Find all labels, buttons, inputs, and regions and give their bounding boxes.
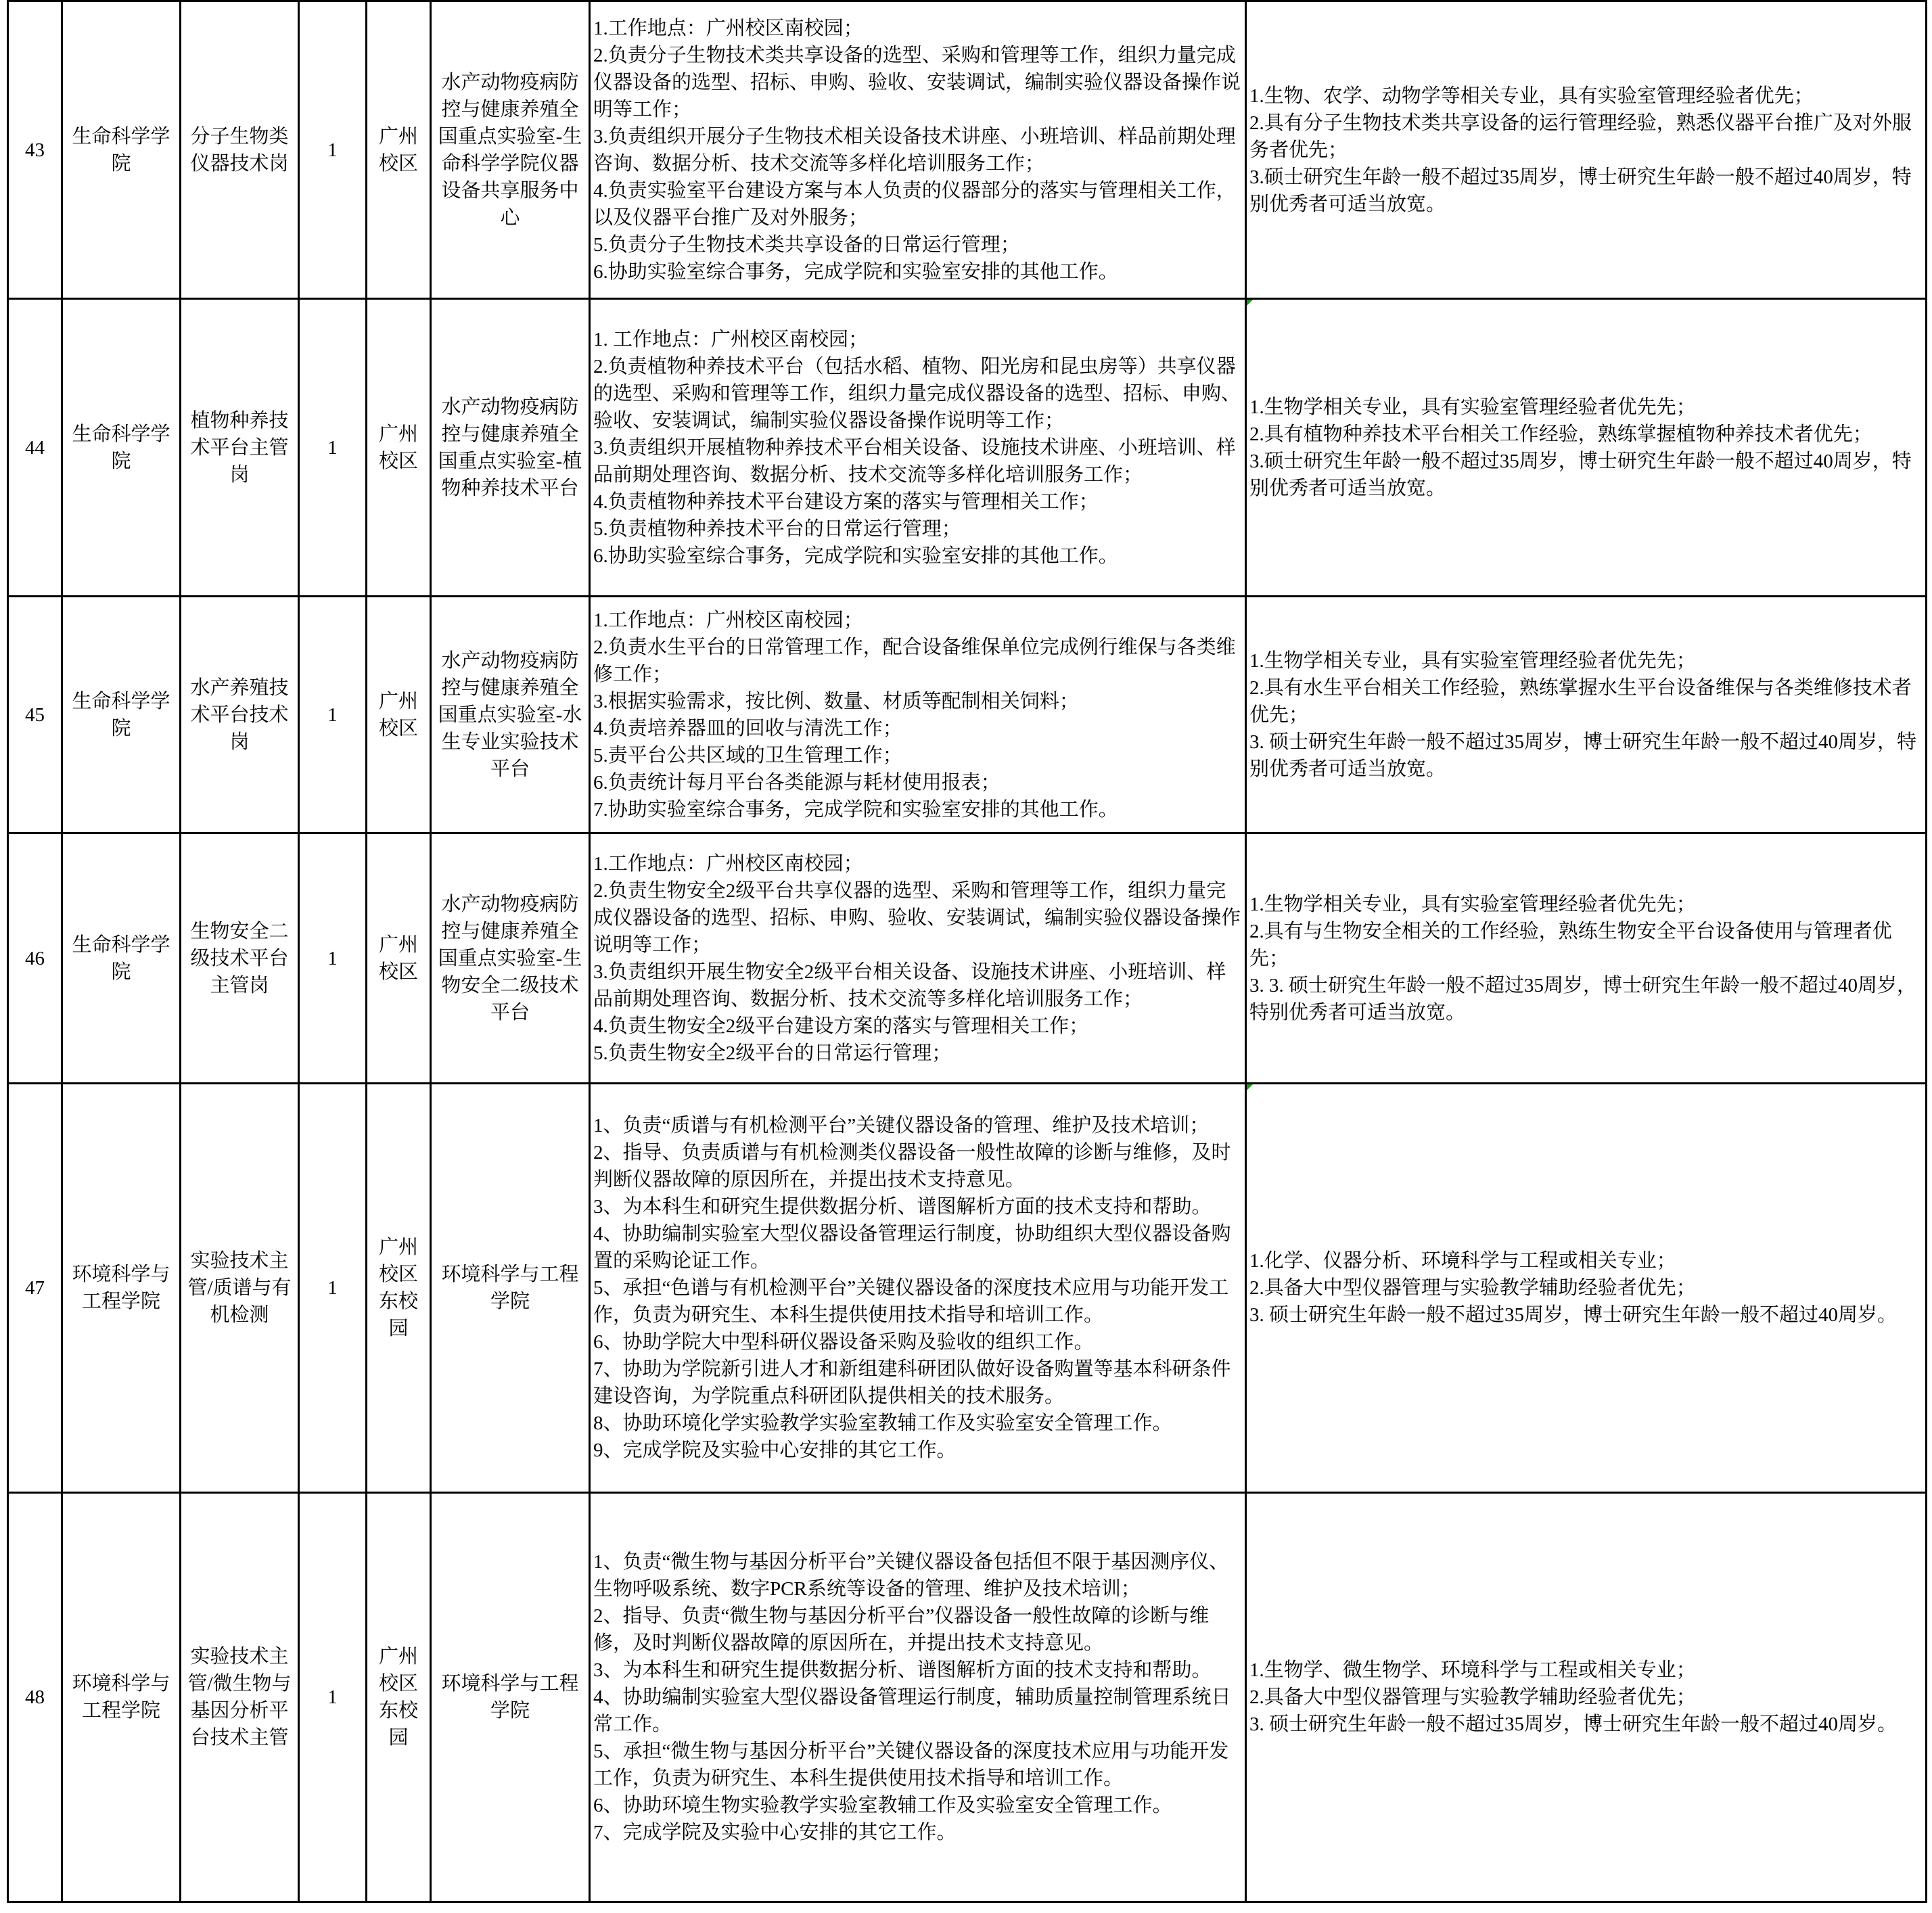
duty-item: 2、指导、负责质谱与有机检测类仪器设备一般性故障的诊断与维修，及时判断仪器故障的原因所在，并提出技术支持意见。 xyxy=(593,1142,1231,1191)
row-number: 43 xyxy=(8,1,62,299)
duties-cell xyxy=(590,1493,1246,1902)
duty-item: 4、协助编制实验室大型仪器设备管理运行制度，辅助质量控制管理系统日常工作。 xyxy=(593,1686,1231,1735)
campus: 广州校区东校园 xyxy=(367,1084,431,1493)
department: 水产动物疫病防控与健康养殖全国重点实验室-植物种养技术平台 xyxy=(431,299,590,597)
headcount: 1 xyxy=(299,1493,367,1902)
duty-item: 1. 工作地点：广州校区南校园； xyxy=(593,328,869,350)
requirements-cell xyxy=(1246,1493,1927,1902)
college-name: 生命科学学院 xyxy=(62,833,181,1084)
table-row xyxy=(8,1084,1927,1493)
duty-item: 5.责平台公共区域的卫生管理工作； xyxy=(593,744,902,766)
position-name: 实验技术主管/质谱与有机检测 xyxy=(181,1084,299,1493)
table-row xyxy=(8,1,1927,299)
duty-item: 3.根据实验需求，按比例、数量、材质等配制相关饲料； xyxy=(593,690,1079,712)
headcount: 1 xyxy=(299,1,367,299)
duty-item: 6.协助实验室综合事务，完成学院和实验室安排的其他工作。 xyxy=(593,545,1118,567)
college-name: 生命科学学院 xyxy=(62,299,181,597)
campus: 广州校区 xyxy=(367,833,431,1084)
requirement-item: 3. 硕士研究生年龄一般不超过35周岁，博士研究生年龄一般不超过40周岁，特别优秀者可适当放宽。 xyxy=(1249,731,1917,780)
requirement-item: 1.生物学相关专业，具有实验室管理经验者优先先； xyxy=(1249,893,1696,915)
duty-item: 3.负责组织开展生物安全2级平台相关设备、设施技术讲座、小班培训、样品前期处理咨询、数据分析、技术交流等多样化培训服务工作； xyxy=(593,961,1226,1010)
position-name: 水产养殖技术平台技术岗 xyxy=(181,597,299,833)
headcount: 1 xyxy=(299,1084,367,1493)
duty-item: 6、协助环境生物实验教学实验室教辅工作及实验室安全管理工作。 xyxy=(593,1795,1172,1816)
college-name: 环境科学与工程学院 xyxy=(62,1084,181,1493)
duty-item: 3、为本科生和研究生提供数据分析、谱图解析方面的技术支持和帮助。 xyxy=(593,1196,1212,1218)
duty-item: 2.负责分子生物技术类共享设备的选型、采购和管理等工作，组织力量完成仪器设备的选型、招标、申购、验收、安装调试，编制实验仪器设备操作说明等工作； xyxy=(593,44,1241,120)
duty-item: 5、承担“微生物与基因分析平台”关键仪器设备的深度技术应用与功能开发工作，负责为研究生、本科生提供使用技术指导和培训工作。 xyxy=(593,1741,1229,1789)
duty-item: 4.负责植物种养技术平台建设方案的落实与管理相关工作； xyxy=(593,490,1099,513)
campus: 广州校区 xyxy=(367,299,431,597)
table-row xyxy=(8,299,1927,597)
duties-cell xyxy=(590,833,1246,1084)
requirement-item: 1.生物、农学、动物学等相关专业，具有实验室管理经验者优先； xyxy=(1249,85,1814,107)
requirements-cell xyxy=(1246,597,1927,833)
row-number: 46 xyxy=(8,833,62,1084)
duty-item: 1.工作地点：广州校区南校园； xyxy=(593,852,863,875)
table-row xyxy=(8,1493,1927,1902)
row-number: 47 xyxy=(8,1084,62,1493)
duties-cell xyxy=(590,1,1246,299)
campus: 广州校区 xyxy=(367,1,431,299)
position-name: 植物种养技术平台主管岗 xyxy=(181,299,299,597)
position-name: 生物安全二级技术平台主管岗 xyxy=(181,833,299,1084)
duty-item: 9、完成学院及实验中心安排的其它工作。 xyxy=(593,1439,957,1461)
duty-item: 5、承担“色谱与有机检测平台”关键仪器设备的深度技术应用与功能开发工作，负责为研究生、本科生提供使用技术指导和培训工作。 xyxy=(593,1277,1229,1326)
cell-comment-marker xyxy=(1247,1084,1253,1090)
duty-item: 2、指导、负责“微生物与基因分析平台”仪器设备一般性故障的诊断与维修，及时判断仪器故障的原因所在，并提出技术支持意见。 xyxy=(593,1605,1210,1654)
requirement-item: 3.硕士研究生年龄一般不超过35周岁，博士研究生年龄一般不超过40周岁，特别优秀者可适当放宽。 xyxy=(1249,450,1912,499)
headcount: 1 xyxy=(299,299,367,597)
duty-item: 4、协助编制实验室大型仪器设备管理运行制度，协助组织大型仪器设备购置的采购论证工作。 xyxy=(593,1223,1231,1272)
requirement-item: 2.具有水生平台相关工作经验，熟练掌握水生平台设备维保与各类维修技术者优先； xyxy=(1249,676,1912,726)
duty-item: 3、为本科生和研究生提供数据分析、谱图解析方面的技术支持和帮助。 xyxy=(593,1659,1212,1681)
duty-item: 6.协助实验室综合事务，完成学院和实验室安排的其他工作。 xyxy=(593,260,1118,283)
duty-item: 1.工作地点：广州校区南校园； xyxy=(593,17,863,39)
department: 水产动物疫病防控与健康养殖全国重点实验室-生物安全二级技术平台 xyxy=(431,833,590,1084)
duties-cell xyxy=(590,1084,1246,1493)
requirements-cell xyxy=(1246,1084,1927,1493)
duty-item: 5.负责生物安全2级平台的日常运行管理； xyxy=(593,1042,952,1064)
duty-item: 5.负责植物种养技术平台的日常运行管理； xyxy=(593,517,961,540)
duty-item: 4.负责培养器皿的回收与清洗工作； xyxy=(593,717,902,739)
duty-item: 1、负责“质谱与有机检测平台”关键仪器设备的管理、维护及技术培训； xyxy=(593,1115,1210,1136)
requirement-item: 2.具有植物种养技术平台相关工作经验，熟练掌握植物种养技术者优先； xyxy=(1249,423,1872,445)
position-name: 实验技术主管/微生物与基因分析平台技术主管 xyxy=(181,1493,299,1902)
duty-item: 1、负责“微生物与基因分析平台”关键仪器设备包括但不限于基因测序仪、生物呼吸系统、数字PCR系统等设备的管理、维护及技术培训； xyxy=(593,1551,1229,1600)
requirement-item: 3. 硕士研究生年龄一般不超过35周岁，博士研究生年龄一般不超过40周岁。 xyxy=(1249,1713,1898,1735)
requirement-item: 1.生物学、微生物学、环境科学与工程或相关专业； xyxy=(1249,1659,1696,1681)
headcount: 1 xyxy=(299,833,367,1084)
requirement-item: 2.具有分子生物技术类共享设备的运行管理经验，熟悉仪器平台推广及对外服务者优先； xyxy=(1249,112,1912,161)
requirement-item: 3. 3. 硕士研究生年龄一般不超过35周岁，博士研究生年龄一般不超过40周岁，特别优秀者可适当放宽。 xyxy=(1249,974,1917,1023)
requirement-item: 1.化学、仪器分析、环境科学与工程或相关专业； xyxy=(1249,1250,1676,1272)
positions-table xyxy=(7,0,1927,1903)
requirement-item: 2.具备大中型仪器管理与实验教学辅助经验者优先； xyxy=(1249,1277,1696,1299)
duty-item: 3.负责组织开展分子生物技术相关设备技术讲座、小班培训、样品前期处理咨询、数据分析、技术交流等多样化培训服务工作； xyxy=(593,125,1236,175)
duty-item: 7.协助实验室综合事务，完成学院和实验室安排的其他工作。 xyxy=(593,798,1118,821)
row-number: 44 xyxy=(8,299,62,597)
requirement-item: 3.硕士研究生年龄一般不超过35周岁，博士研究生年龄一般不超过40周岁，特别优秀者可适当放宽。 xyxy=(1249,166,1912,215)
duty-item: 4.负责实验室平台建设方案与本人负责的仪器部分的落实与管理相关工作，以及仪器平台推广及对外服务； xyxy=(593,179,1236,229)
duty-item: 1.工作地点：广州校区南校园； xyxy=(593,609,863,631)
department: 环境科学与工程学院 xyxy=(431,1493,590,1902)
requirement-item: 2.具有与生物安全相关的工作经验，熟练生物安全平台设备使用与管理者优先； xyxy=(1249,920,1892,969)
requirement-item: 2.具备大中型仪器管理与实验教学辅助经验者优先； xyxy=(1249,1686,1696,1708)
table-row xyxy=(8,833,1927,1084)
department: 环境科学与工程学院 xyxy=(431,1084,590,1493)
duty-item: 6.负责统计每月平台各类能源与耗材使用报表； xyxy=(593,771,1001,793)
duties-cell xyxy=(590,299,1246,597)
duty-item: 5.负责分子生物技术类共享设备的日常运行管理； xyxy=(593,233,1020,256)
row-number: 45 xyxy=(8,597,62,833)
headcount: 1 xyxy=(299,597,367,833)
requirements-cell xyxy=(1246,1,1927,299)
position-name: 分子生物类仪器技术岗 xyxy=(181,1,299,299)
requirements-cell xyxy=(1246,299,1927,597)
duty-item: 6、协助学院大中型科研仪器设备采购及验收的组织工作。 xyxy=(593,1331,1094,1353)
college-name: 生命科学学院 xyxy=(62,1,181,299)
requirement-item: 1.生物学相关专业，具有实验室管理经验者优先先； xyxy=(1249,649,1696,672)
requirement-item: 3. 硕士研究生年龄一般不超过35周岁，博士研究生年龄一般不超过40周岁。 xyxy=(1249,1304,1898,1326)
duty-item: 8、协助环境化学实验教学实验室教辅工作及实验室安全管理工作。 xyxy=(593,1412,1172,1434)
department: 水产动物疫病防控与健康养殖全国重点实验室-生命科学学院仪器设备共享服务中心 xyxy=(431,1,590,299)
college-name: 环境科学与工程学院 xyxy=(62,1493,181,1902)
duty-item: 2.负责植物种养技术平台（包括水稻、植物、阳光房和昆虫房等）共享仪器的选型、采购和管理等工作，组织力量完成仪器设备的选型、招标、申购、验收、安装调试，编制实验仪器设备操作说明等工作； xyxy=(593,355,1241,432)
row-number: 48 xyxy=(8,1493,62,1902)
campus: 广州校区 xyxy=(367,597,431,833)
duty-item: 2.负责水生平台的日常管理工作，配合设备维保单位完成例行维保与各类维修工作； xyxy=(593,636,1236,685)
table-row xyxy=(8,597,1927,833)
duty-item: 4.负责生物安全2级平台建设方案的落实与管理相关工作； xyxy=(593,1015,1089,1037)
duty-item: 2.负责生物安全2级平台共享仪器的选型、采购和管理等工作，组织力量完成仪器设备的选型、招标、申购、验收、安装调试，编制实验仪器设备操作说明等工作； xyxy=(593,879,1241,956)
table-body xyxy=(8,1,1927,1902)
duty-item: 7、完成学院及实验中心安排的其它工作。 xyxy=(593,1822,957,1843)
requirements-cell xyxy=(1246,833,1927,1084)
cell-comment-marker xyxy=(1247,300,1253,306)
duty-item: 7、协助为学院新引进人才和新组建科研团队做好设备购置等基本科研条件建设咨询，为学院重点科研团队提供相关的技术服务。 xyxy=(593,1358,1231,1407)
department: 水产动物疫病防控与健康养殖全国重点实验室-水生专业实验技术平台 xyxy=(431,597,590,833)
duty-item: 3.负责组织开展植物种养技术平台相关设备、设施技术讲座、小班培训、样品前期处理咨询、数据分析、技术交流等多样化培训服务工作； xyxy=(593,436,1236,486)
college-name: 生命科学学院 xyxy=(62,597,181,833)
duties-cell xyxy=(590,597,1246,833)
requirement-item: 1.生物学相关专业，具有实验室管理经验者优先先； xyxy=(1249,396,1696,418)
campus: 广州校区东校园 xyxy=(367,1493,431,1902)
